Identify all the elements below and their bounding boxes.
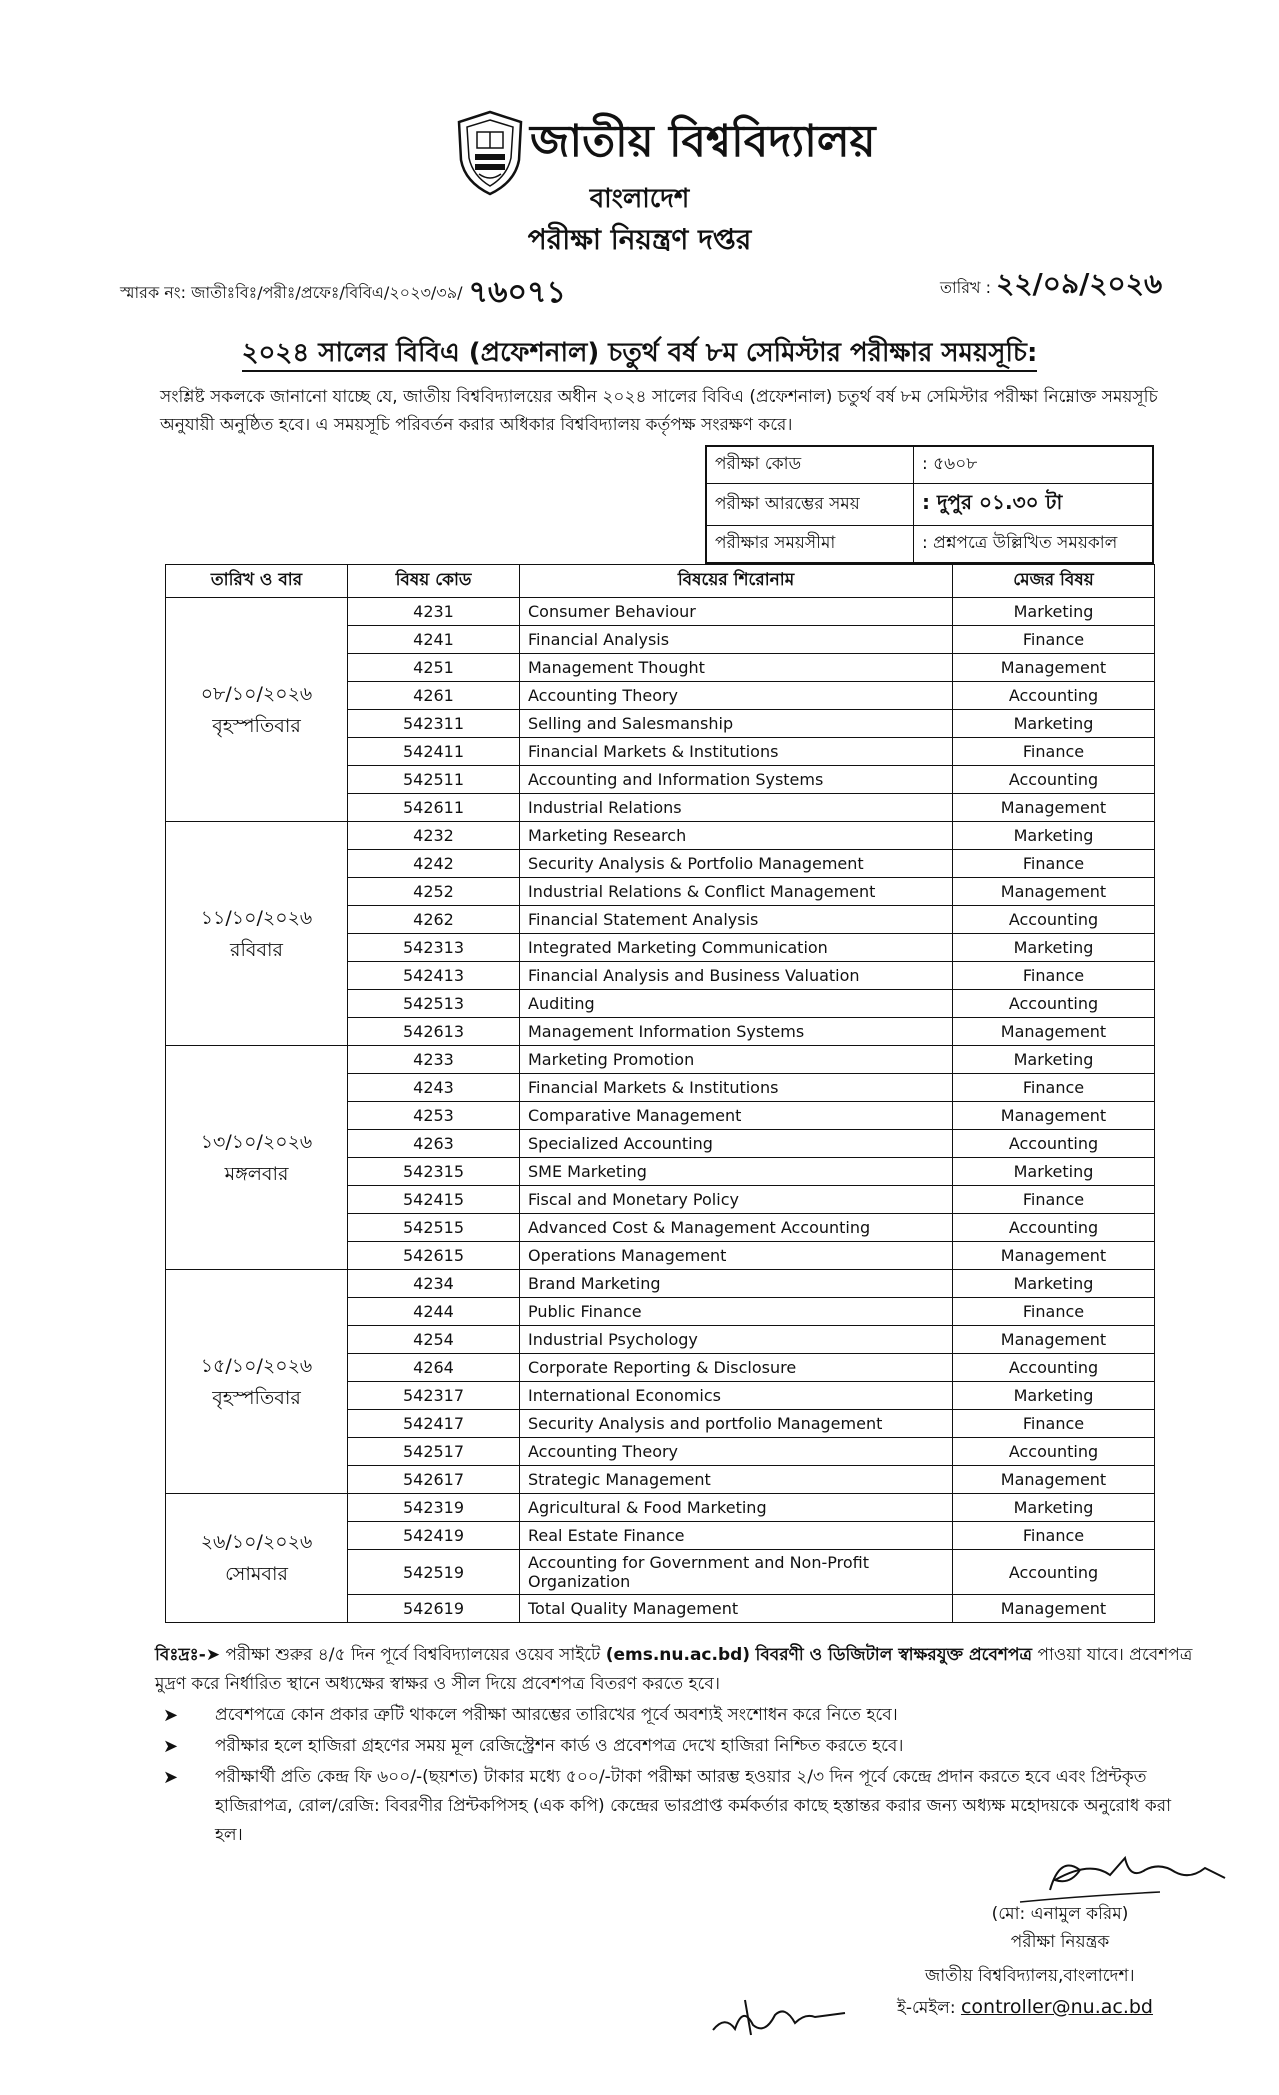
subject-title: Specialized Accounting: [520, 1130, 953, 1158]
subject-title: Consumer Behaviour: [520, 598, 953, 626]
exam-day: বৃহস্পতিবার: [212, 714, 301, 737]
country-name: বাংলাদেশ: [589, 184, 690, 214]
date-label: তারিখ :: [940, 278, 992, 297]
subject-title: Marketing Promotion: [520, 1046, 953, 1074]
subject-code: 542317: [348, 1382, 520, 1410]
subject-code: 542419: [348, 1522, 520, 1550]
exam-date: ১৩/১০/২০২৬: [200, 1130, 313, 1153]
email-address: controller@nu.ac.bd: [960, 1996, 1153, 2018]
subject-code: 4252: [348, 878, 520, 906]
subject-code: 4264: [348, 1354, 520, 1382]
major-subject: Management: [953, 878, 1155, 906]
subject-code: 542315: [348, 1158, 520, 1186]
major-subject: Marketing: [953, 1046, 1155, 1074]
table-row: [166, 822, 1155, 850]
subject-title: Corporate Reporting & Disclosure: [520, 1354, 953, 1382]
subject-title: Strategic Management: [520, 1466, 953, 1494]
subject-title: Security Analysis and portfolio Management: [520, 1410, 953, 1438]
notes-section: [155, 1641, 1195, 1852]
signatory-block: [960, 1900, 1160, 1956]
major-subject: Management: [953, 1466, 1155, 1494]
subject-code: 542615: [348, 1242, 520, 1270]
major-subject: Marketing: [953, 1382, 1155, 1410]
subject-title: Brand Marketing: [520, 1270, 953, 1298]
table-row: [166, 1494, 1155, 1522]
subject-title: Financial Analysis: [520, 626, 953, 654]
subject-title: Accounting and Information Systems: [520, 766, 953, 794]
subject-title: Agricultural & Food Marketing: [520, 1494, 953, 1522]
date-value: ২২/০৯/২০২৬: [996, 267, 1163, 300]
subject-code: 542513: [348, 990, 520, 1018]
major-subject: Finance: [953, 1074, 1155, 1102]
subject-code: 4241: [348, 626, 520, 654]
subject-code: 4234: [348, 1270, 520, 1298]
subject-code: 4263: [348, 1130, 520, 1158]
subject-code: 542517: [348, 1438, 520, 1466]
issue-date: [940, 262, 1162, 309]
major-subject: Management: [953, 654, 1155, 682]
major-subject: Accounting: [953, 1438, 1155, 1466]
note-item: ➤ প্রবেশপত্রে কোন প্রকার ত্রুটি থাকলে পরীক্ষা আরম্ভের তারিখের পূর্বে অবশ্যই সংশোধন করে নিতে হবে।: [155, 1701, 1195, 1730]
subject-code: 4233: [348, 1046, 520, 1074]
major-subject: Accounting: [953, 1214, 1155, 1242]
major-subject: Management: [953, 794, 1155, 822]
exam-date-cell: [166, 1270, 348, 1494]
major-subject: Marketing: [953, 710, 1155, 738]
arrow-icon: ➤: [163, 1767, 179, 1788]
subject-code: 542619: [348, 1595, 520, 1623]
major-subject: Management: [953, 1102, 1155, 1130]
major-subject: Management: [953, 1595, 1155, 1623]
exam-date: ১১/১০/২০২৬: [200, 906, 313, 929]
arrow-icon: ➤: [205, 1645, 226, 1665]
office-name: পরীক্ষা নিয়ন্ত্রণ দপ্তর: [527, 223, 752, 256]
subject-title: Public Finance: [520, 1298, 953, 1326]
exam-date-cell: [166, 598, 348, 822]
intro-paragraph: সংশ্লিষ্ট সকলকে জানানো যাচ্ছে যে, জাতীয় বিশ্ববিদ্যালয়ের অধীন ২০২৪ সালের বিবিএ (প্রফেশনাল) চতুর্থ বর্ষ ৮ম সেমিস্টার পরীক্ষা নিম্নোক্ত সময়সূচি অনুযায়ী অনুষ্ঠিত হবে। এ সময়সূচি পরিবর্তন করার অধিকার বিশ্ববিদ্যালয় কর্তৃপক্ষ সংরক্ষণ করে।: [160, 387, 1158, 435]
table-row: [166, 1046, 1155, 1074]
header-date: তারিখ ও বার: [166, 565, 348, 598]
major-subject: Management: [953, 1326, 1155, 1354]
exam-date-cell: [166, 1046, 348, 1270]
ems-website: (ems.nu.ac.bd): [605, 1645, 751, 1665]
subject-code: 542319: [348, 1494, 520, 1522]
subject-code: 4244: [348, 1298, 520, 1326]
subject-code: 4231: [348, 598, 520, 626]
subject-title: Auditing: [520, 990, 953, 1018]
subject-code: 4261: [348, 682, 520, 710]
exam-code-row: পরীক্ষা কোড : ৫৬০৮: [707, 447, 1152, 484]
subject-code: 4251: [348, 654, 520, 682]
subject-code: 4254: [348, 1326, 520, 1354]
note-item: ➤ পরীক্ষার্থী প্রতি কেন্দ্র ফি ৬০০/-(ছয়শত) টাকার মধ্যে ৫০০/-টাকা পরীক্ষা আরম্ভ হওয়ার ২/৩ দিন পূর্বে কেন্দ্রে প্রদান করতে হবে এবং প্রিন্টকৃত হাজিরাপত্র, রোল/রেজি: বিবরণীর প্রিন্টকপিসহ (এক কপি) কেন্দ্রের ভারপ্রাপ্ত কর্মকর্তার কাছে হস্তান্তর করার জন্য অধ্যক্ষ মহোদয়কে অনুরোধ করা হল।: [155, 1763, 1195, 1850]
major-subject: Finance: [953, 738, 1155, 766]
header-code: বিষয় কোড: [348, 565, 520, 598]
subject-title: Comparative Management: [520, 1102, 953, 1130]
subject-title: Marketing Research: [520, 822, 953, 850]
exam-day: সোমবার: [225, 1563, 288, 1585]
subject-code: 4243: [348, 1074, 520, 1102]
major-subject: Accounting: [953, 682, 1155, 710]
major-subject: Finance: [953, 1298, 1155, 1326]
exam-info-box: [705, 445, 1154, 564]
note-item: বিঃদ্রঃ-➤ পরীক্ষা শুরুর ৪/৫ দিন পূর্বে বিশ্ববিদ্যালয়ের ওয়েব সাইটে (ems.nu.ac.bd) বিবরণী ও ডিজিটাল স্বাক্ষরযুক্ত প্রবেশপত্র পাওয়া যাবে। প্রবেশপত্র মুদ্রণ করে নির্ধারিত স্থানে অধ্যক্ষের স্বাক্ষর ও সীল দিয়ে প্রবেশপত্র বিতরণ করতে হবে।: [155, 1645, 1193, 1694]
subject-title: International Economics: [520, 1382, 953, 1410]
subject-title: Selling and Salesmanship: [520, 710, 953, 738]
memo-number: ৭৬০৭১: [468, 275, 566, 310]
subject-code: 542411: [348, 738, 520, 766]
major-subject: Management: [953, 1242, 1155, 1270]
subject-title: Accounting Theory: [520, 1438, 953, 1466]
major-subject: Accounting: [953, 766, 1155, 794]
table-row: [166, 1270, 1155, 1298]
exam-date: ২৬/১০/২০২৬: [200, 1531, 313, 1553]
subject-title: Operations Management: [520, 1242, 953, 1270]
major-subject: Finance: [953, 850, 1155, 878]
contact-email: [897, 1995, 1153, 2023]
subject-title: Integrated Marketing Communication: [520, 934, 953, 962]
major-subject: Marketing: [953, 1270, 1155, 1298]
major-subject: Accounting: [953, 906, 1155, 934]
subject-title: Advanced Cost & Management Accounting: [520, 1214, 953, 1242]
exam-start-time-row: পরীক্ষা আরম্ভের সময় : দুপুর ০১.৩০ টা: [707, 484, 1152, 526]
subject-title: Accounting for Government and Non-Profit Organization: [520, 1550, 953, 1595]
university-name: জাতীয় বিশ্ববিদ্যালয়: [530, 116, 876, 167]
subject-title: SME Marketing: [520, 1158, 953, 1186]
memo-reference: [120, 268, 566, 319]
subject-title: Security Analysis & Portfolio Management: [520, 850, 953, 878]
arrow-icon: ➤: [163, 1705, 179, 1726]
major-subject: Marketing: [953, 1494, 1155, 1522]
subject-title: Management Information Systems: [520, 1018, 953, 1046]
subject-code: 542311: [348, 710, 520, 738]
exam-date-cell: [166, 822, 348, 1046]
major-subject: Marketing: [953, 934, 1155, 962]
note-lead: বিঃদ্রঃ-: [155, 1645, 206, 1665]
subject-title: Accounting Theory: [520, 682, 953, 710]
subject-code: 542511: [348, 766, 520, 794]
subject-code: 542515: [348, 1214, 520, 1242]
subject-title: Financial Statement Analysis: [520, 906, 953, 934]
header-major: মেজর বিষয়: [953, 565, 1155, 598]
email-label: ই-মেইল:: [897, 1998, 956, 2018]
subject-code: 542313: [348, 934, 520, 962]
major-subject: Finance: [953, 1522, 1155, 1550]
subject-code: 4253: [348, 1102, 520, 1130]
subject-title: Fiscal and Monetary Policy: [520, 1186, 953, 1214]
subject-title: Industrial Psychology: [520, 1326, 953, 1354]
major-subject: Accounting: [953, 1354, 1155, 1382]
exam-day: রবিবার: [230, 938, 283, 961]
table-row: [166, 598, 1155, 626]
arrow-icon: ➤: [163, 1736, 179, 1757]
subject-title: Financial Markets & Institutions: [520, 738, 953, 766]
subject-code: 542617: [348, 1466, 520, 1494]
subject-code: 542613: [348, 1018, 520, 1046]
signatory-organization: জাতীয় বিশ্ববিদ্যালয়,বাংলাদেশ।: [925, 1966, 1135, 1986]
left-signature-icon: [705, 1985, 850, 2045]
notice-title: ২০২৪ সালের বিবিএ (প্রফেশনাল) চতুর্থ বর্ষ ৮ম সেমিস্টার পরীক্ষার সময়সূচি:: [0, 332, 1279, 376]
signatory-designation: পরীক্ষা নিয়ন্ত্রক: [1010, 1932, 1110, 1952]
subject-title: Industrial Relations & Conflict Management: [520, 878, 953, 906]
major-subject: Management: [953, 1018, 1155, 1046]
major-subject: Accounting: [953, 990, 1155, 1018]
major-subject: Marketing: [953, 822, 1155, 850]
exam-day: বৃহস্পতিবার: [212, 1386, 301, 1409]
major-subject: Finance: [953, 626, 1155, 654]
subject-code: 542417: [348, 1410, 520, 1438]
subject-code: 542413: [348, 962, 520, 990]
subject-code: 4262: [348, 906, 520, 934]
subject-code: 542519: [348, 1550, 520, 1595]
table-header-row: [166, 565, 1155, 598]
subject-code: 4242: [348, 850, 520, 878]
major-subject: Accounting: [953, 1130, 1155, 1158]
major-subject: Finance: [953, 1410, 1155, 1438]
major-subject: Finance: [953, 962, 1155, 990]
major-subject: Marketing: [953, 1158, 1155, 1186]
exam-duration-row: পরীক্ষার সময়সীমা : প্রশ্নপত্রে উল্লিখিত সময়কাল: [707, 526, 1152, 563]
subject-code: 542611: [348, 794, 520, 822]
major-subject: Accounting: [953, 1550, 1155, 1595]
major-subject: Marketing: [953, 598, 1155, 626]
exam-date: ০৮/১০/২০২৬: [200, 682, 313, 705]
subject-title: Industrial Relations: [520, 794, 953, 822]
subject-title: Real Estate Finance: [520, 1522, 953, 1550]
subject-title: Financial Analysis and Business Valuation: [520, 962, 953, 990]
exam-day: মঙ্গলবার: [224, 1162, 289, 1185]
note-item: ➤ পরীক্ষার হলে হাজিরা গ্রহণের সময় মূল রেজিস্ট্রেশন কার্ড ও প্রবেশপত্র দেখে হাজিরা নিশ্চিত করতে হবে।: [155, 1732, 1195, 1761]
memo-label: স্মারক নং: জাতীঃবিঃ/পরীঃ/প্রফেঃ/বিবিএ/২০২৩/৩৯/: [120, 283, 463, 302]
signatory-name: (মো: এনামুল করিম): [991, 1904, 1129, 1924]
subject-title: Management Thought: [520, 654, 953, 682]
subject-code: 542415: [348, 1186, 520, 1214]
exam-date-cell: [166, 1494, 348, 1623]
exam-schedule-table: [165, 564, 1155, 1623]
subject-title: Financial Markets & Institutions: [520, 1074, 953, 1102]
exam-date: ১৫/১০/২০২৬: [200, 1354, 313, 1377]
major-subject: Finance: [953, 1186, 1155, 1214]
header-subject: বিষয়ের শিরোনাম: [520, 565, 953, 598]
subject-code: 4232: [348, 822, 520, 850]
subject-title: Total Quality Management: [520, 1595, 953, 1623]
